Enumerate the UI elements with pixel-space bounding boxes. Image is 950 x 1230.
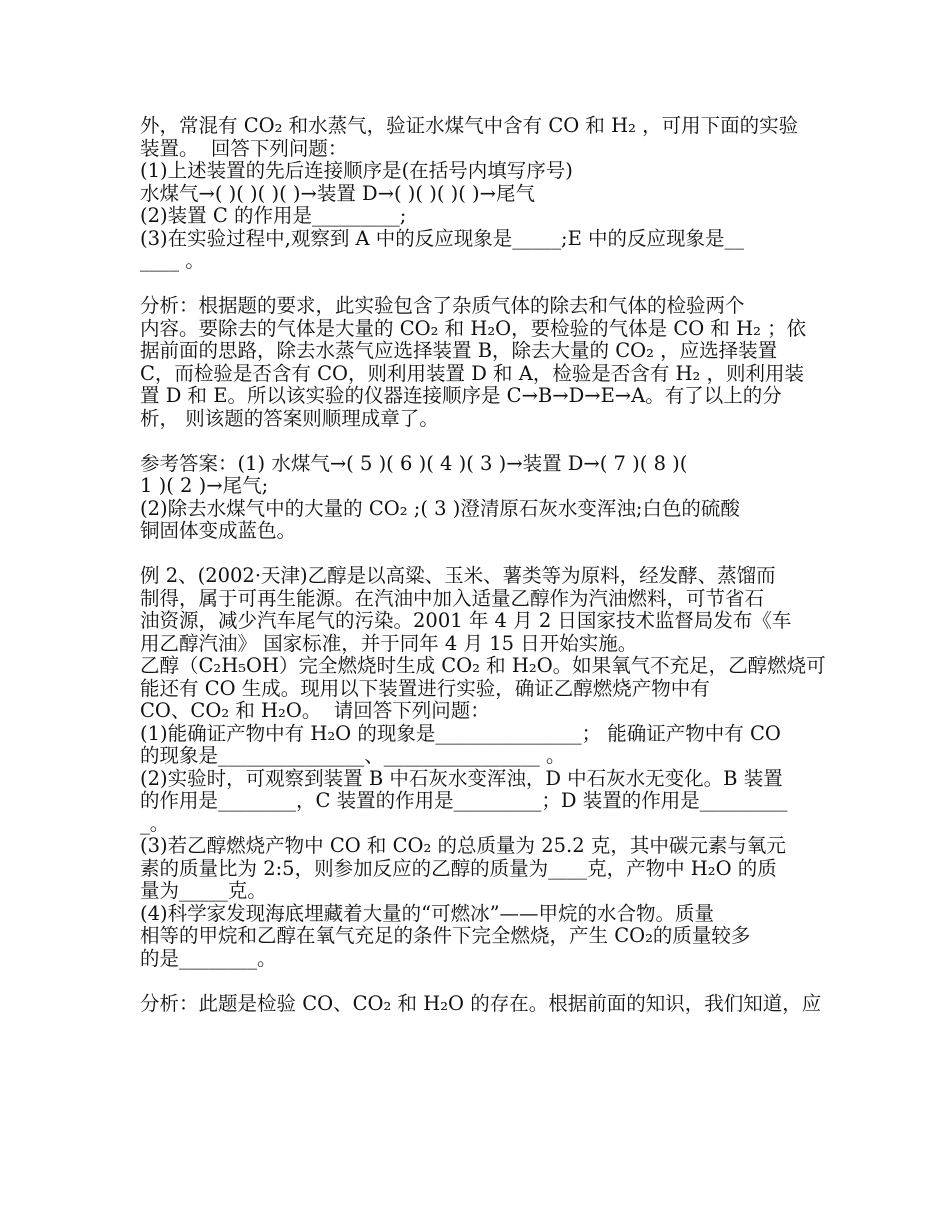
text-line: 素的质量比为 2:5，则参加反应的乙醇的质量为____克，产物中 H₂O 的质 (140, 856, 777, 880)
text-line: (1)能确证产物中有 H₂O 的现象是_______________； 能确证产物中有 CO (140, 721, 781, 745)
analysis-2-paragraph (140, 993, 830, 1016)
example-2-paragraph (140, 565, 830, 970)
text-line: 能还有 CO 生成。现用以下装置进行实验，确证乙醇燃烧产物中有 (140, 676, 710, 700)
text-line: 分析：根据题的要求，此实验包含了杂质气体的除去和气体的检验两个 (140, 294, 745, 317)
text-line: 分析：此题是检验 CO、CO₂ 和 H₂O 的存在。根据前面的知识，我们知道，应 (140, 991, 822, 1015)
text-line: 的作用是________，C 装置的作用是_________；D 装置的作用是_________ (140, 789, 788, 812)
paragraph-gap (140, 430, 830, 453)
text-line: (2)装置 C 的作用是_________; (140, 204, 407, 227)
text-line: 铜固体变成蓝色。 (140, 519, 297, 542)
text-line: 装置。 回答下列问题： (140, 136, 348, 160)
text-line: (1)上述装置的先后连接顺序是(在括号内填写序号) (140, 159, 573, 182)
text-line: 制得，属于可再生能源。在汽油中加入适量乙醇作为汽油燃料，可节省石 (140, 586, 765, 610)
document-page (140, 115, 830, 1015)
text-line: 水煤气→( )( )( )( )→装置 D→( )( )( )( )→尾气 (140, 181, 535, 205)
text-line: 用乙醇汽油》 国家标准，并于同年 4 月 15 日开始实施。 (140, 631, 638, 655)
text-line: 内容。要除去的气体是大量的 CO₂ 和 H₂O，要检验的气体是 CO 和 H₂ ；依 (140, 316, 807, 340)
text-line: 1 )( 2 )→尾气; (140, 474, 269, 497)
text-line: 析， 则该题的答案则顺理成章了。 (140, 406, 439, 430)
text-line: 参考答案：(1) 水煤气→( 5 )( 6 )( 4 )( 3 )→装置 D→( 7 )( 8 )( (140, 451, 688, 475)
paragraph-gap (140, 970, 830, 993)
text-line: ____ 。 (140, 249, 205, 272)
text-line: (2)实验时，可观察到装置 B 中石灰水变浑浊，D 中石灰水无变化。B 装置 (140, 766, 783, 790)
text-line: 乙醇（C₂H₅OH）完全燃烧时生成 CO₂ 和 H₂O。如果氧气不充足，乙醇燃烧可 (140, 654, 826, 677)
text-line: 量为_____克。 (140, 879, 267, 902)
text-line: CO、CO₂ 和 H₂O。 请回答下列问题： (140, 699, 490, 722)
text-line: 的是________。 (140, 946, 277, 970)
paragraph-gap (140, 273, 830, 296)
text-line: (3)在实验过程中,观察到 A 中的反应现象是_____;E 中的反应现象是__ (140, 226, 745, 250)
text-line: (2)除去水煤气中的大量的 CO₂ ;( 3 )澄清原石灰水变浑浊;白色的硫酸 (140, 496, 740, 520)
text-line: 外，常混有 CO₂ 和水蒸气，验证水煤气中含有 CO 和 H₂ ，可用下面的实验 (140, 114, 799, 137)
text-line: (4)科学家发现海底埋藏着大量的“可燃冰”——甲烷的水合物。质量 (140, 901, 715, 925)
answer-1-paragraph (140, 453, 830, 543)
text-line: 油资源，减少汽车尾气的污染。2001 年 4 月 2 日国家技术监督局发布《车 (140, 609, 792, 632)
text-line: 置 D 和 E。所以该实验的仪器连接顺序是 C→B→D→E→A。有了以上的分 (140, 384, 782, 407)
text-line: 例 2、(2002·天津)乙醇是以高粱、玉米、薯类等为原料，经发酵、蒸馏而 (140, 564, 776, 587)
text-line: C，而检验是否含有 CO，则利用装置 D 和 A，检验是否含有 H₂ ，则利用装 (140, 361, 805, 385)
text-line: 的现象是_______________、________________ 。 (140, 744, 566, 767)
text-line: 相等的甲烷和乙醇在氧气充足的条件下完全燃烧，产生 CO₂的质量较多 (140, 924, 751, 947)
text-line: (3)若乙醇燃烧产物中 CO 和 CO₂ 的总质量为 25.2 克，其中碳元素与氧元 (140, 834, 786, 857)
paragraph-gap (140, 543, 830, 566)
analysis-1-paragraph (140, 295, 830, 430)
intro-paragraph (140, 115, 830, 273)
text-line: _。 (140, 811, 170, 835)
text-line: 据前面的思路，除去水蒸气应选择装置 B，除去大量的 CO₂ ，应选择装置 (140, 339, 778, 362)
